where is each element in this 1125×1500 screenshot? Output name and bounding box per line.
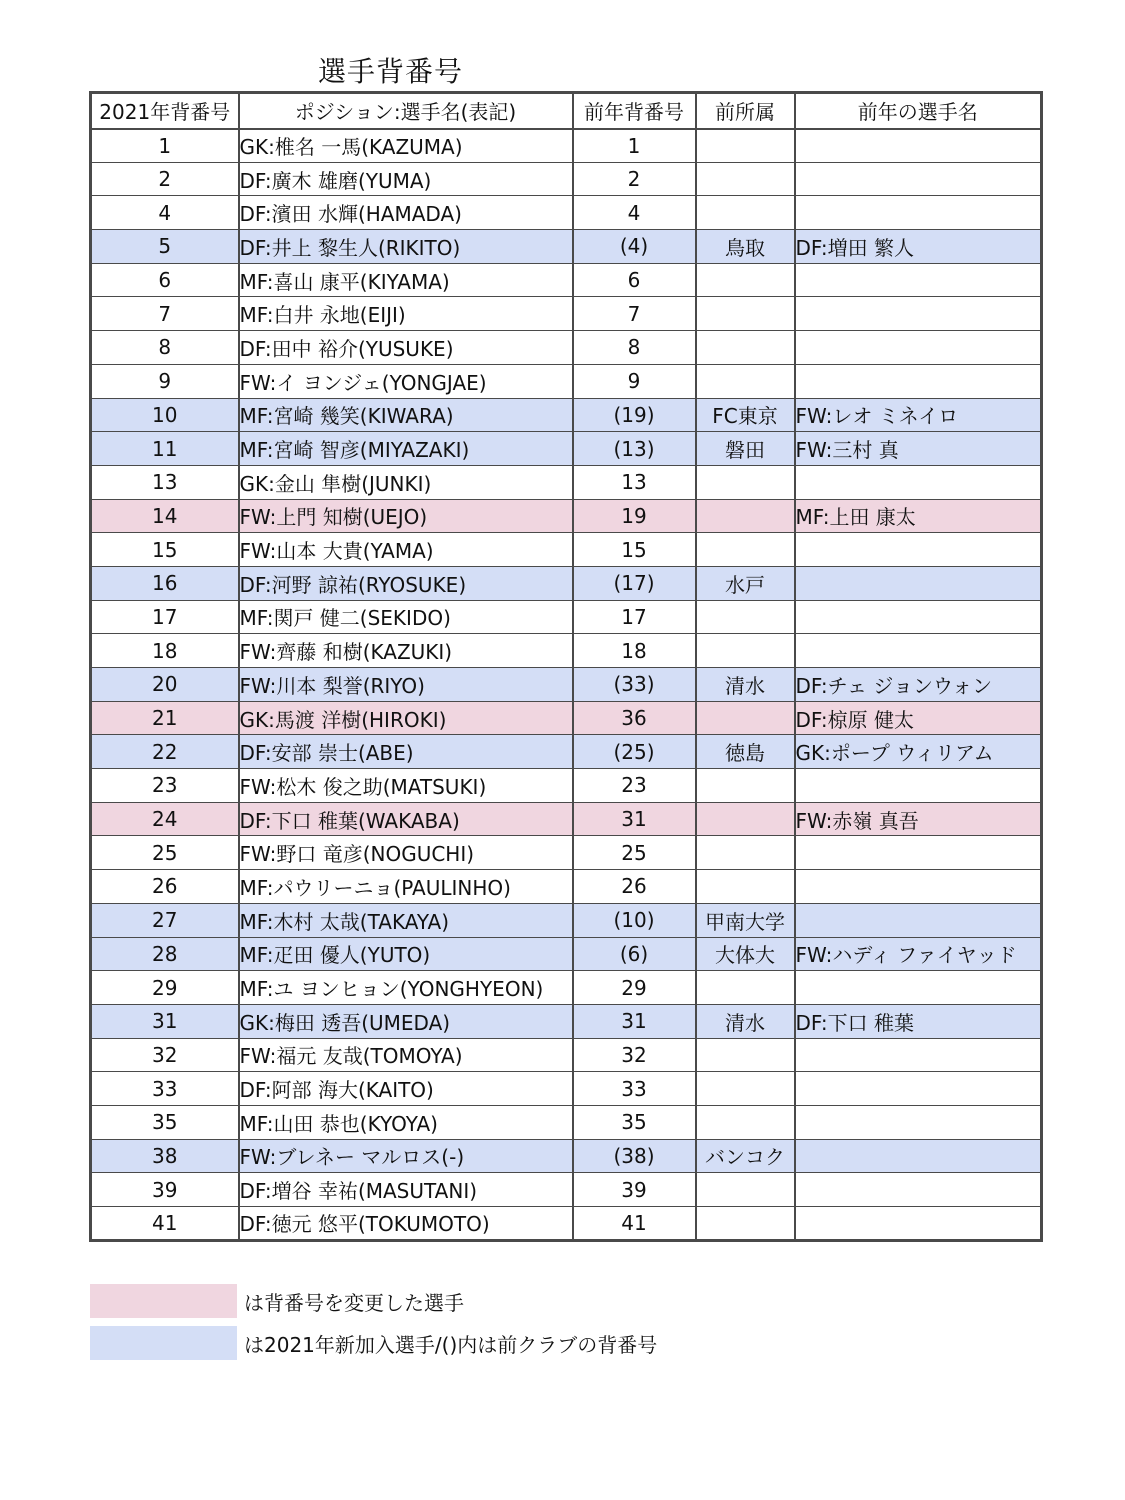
table-row [91,398,1042,432]
cell-player: FW:川本 梨誉(RIYO) [239,668,573,702]
cell-2021-number: 17 [91,600,239,634]
cell-prev-player [795,600,1042,634]
table-row [91,499,1042,533]
cell-prev-club [696,129,795,163]
table-row [91,971,1042,1005]
cell-2021-number: 33 [91,1072,239,1106]
table-row [91,263,1042,297]
cell-2021-number: 20 [91,668,239,702]
cell-prev-player: DF:下口 稚葉 [795,1004,1042,1038]
cell-prev-number: (25) [573,735,696,769]
column-header-2021-number: 2021年背番号 [91,93,239,129]
table-row [91,802,1042,836]
jersey-number-table [89,91,1043,1242]
cell-player: MF:白井 永地(EIJI) [239,297,573,331]
cell-prev-number: 19 [573,499,696,533]
cell-prev-player [795,971,1042,1005]
cell-prev-number: (6) [573,937,696,971]
cell-prev-club [696,971,795,1005]
cell-prev-number: 17 [573,600,696,634]
cell-2021-number: 14 [91,499,239,533]
cell-prev-number: 25 [573,836,696,870]
cell-player: MF:関戸 健二(SEKIDO) [239,600,573,634]
cell-2021-number: 6 [91,263,239,297]
cell-prev-club [696,1105,795,1139]
cell-player: DF:増谷 幸祐(MASUTANI) [239,1173,573,1207]
cell-prev-number: 13 [573,465,696,499]
cell-2021-number: 39 [91,1173,239,1207]
cell-prev-number: 8 [573,331,696,365]
table-row [91,903,1042,937]
table-row [91,331,1042,365]
cell-player: DF:濱田 水輝(HAMADA) [239,196,573,230]
cell-prev-player [795,1072,1042,1106]
cell-prev-number: 31 [573,802,696,836]
table-row [91,668,1042,702]
cell-2021-number: 41 [91,1207,239,1241]
cell-prev-club [696,1173,795,1207]
table-row [91,196,1042,230]
cell-2021-number: 16 [91,566,239,600]
cell-prev-player [795,1207,1042,1241]
cell-player: FW:福元 友哉(TOMOYA) [239,1038,573,1072]
table-row [91,465,1042,499]
cell-2021-number: 15 [91,533,239,567]
cell-prev-club: 甲南大学 [696,903,795,937]
cell-prev-number: 18 [573,634,696,668]
table-row [91,870,1042,904]
cell-prev-player [795,263,1042,297]
cell-prev-player [795,634,1042,668]
legend-new [90,1326,657,1360]
cell-prev-club [696,634,795,668]
table-header-row [91,93,1042,129]
cell-player: GK:椎名 一馬(KAZUMA) [239,129,573,163]
cell-prev-player [795,162,1042,196]
cell-prev-number: 41 [573,1207,696,1241]
cell-2021-number: 22 [91,735,239,769]
cell-2021-number: 27 [91,903,239,937]
cell-prev-club [696,465,795,499]
cell-prev-player [795,836,1042,870]
cell-2021-number: 25 [91,836,239,870]
cell-2021-number: 11 [91,432,239,466]
cell-player: DF:田中 裕介(YUSUKE) [239,331,573,365]
cell-player: FW:野口 竜彦(NOGUCHI) [239,836,573,870]
cell-prev-number: 15 [573,533,696,567]
cell-prev-club: バンコク [696,1139,795,1173]
cell-player: FW:イ ヨンジェ(YONGJAE) [239,364,573,398]
cell-prev-club [696,162,795,196]
cell-prev-player: DF:増田 繁人 [795,230,1042,264]
cell-prev-number: 33 [573,1072,696,1106]
cell-prev-club [696,600,795,634]
cell-player: MF:喜山 康平(KIYAMA) [239,263,573,297]
cell-prev-player: FW:三村 真 [795,432,1042,466]
cell-prev-number: (17) [573,566,696,600]
cell-prev-player: FW:ハディ ファイヤッド [795,937,1042,971]
table-row [91,1173,1042,1207]
table-row [91,230,1042,264]
table-row [91,533,1042,567]
cell-2021-number: 21 [91,701,239,735]
cell-player: FW:齊藤 和樹(KAZUKI) [239,634,573,668]
cell-2021-number: 32 [91,1038,239,1072]
table-row [91,701,1042,735]
cell-2021-number: 2 [91,162,239,196]
cell-prev-number: (38) [573,1139,696,1173]
cell-2021-number: 35 [91,1105,239,1139]
table-row [91,432,1042,466]
cell-prev-number: 32 [573,1038,696,1072]
cell-prev-player [795,769,1042,803]
cell-prev-number: 26 [573,870,696,904]
cell-prev-number: 31 [573,1004,696,1038]
cell-player: FW:上門 知樹(UEJO) [239,499,573,533]
cell-prev-player [795,870,1042,904]
table-row [91,162,1042,196]
cell-player: FW:松木 俊之助(MATSUKI) [239,769,573,803]
cell-prev-club: FC東京 [696,398,795,432]
cell-prev-number: 29 [573,971,696,1005]
cell-prev-number: 7 [573,297,696,331]
cell-player: DF:阿部 海大(KAITO) [239,1072,573,1106]
cell-2021-number: 13 [91,465,239,499]
cell-prev-club [696,870,795,904]
cell-player: MF:山田 恭也(KYOYA) [239,1105,573,1139]
cell-player: DF:徳元 悠平(TOKUMOTO) [239,1207,573,1241]
cell-player: DF:安部 崇士(ABE) [239,735,573,769]
cell-prev-player [795,196,1042,230]
cell-prev-player [795,297,1042,331]
cell-player: DF:井上 黎生人(RIKITO) [239,230,573,264]
cell-prev-club [696,533,795,567]
cell-prev-club [696,196,795,230]
cell-prev-club: 清水 [696,668,795,702]
table-row [91,1004,1042,1038]
cell-prev-player [795,1173,1042,1207]
table-row [91,769,1042,803]
cell-2021-number: 5 [91,230,239,264]
cell-prev-number: 2 [573,162,696,196]
cell-2021-number: 1 [91,129,239,163]
cell-prev-number: 35 [573,1105,696,1139]
cell-prev-club: 大体大 [696,937,795,971]
cell-prev-club: 磐田 [696,432,795,466]
cell-player: GK:金山 隼樹(JUNKI) [239,465,573,499]
cell-player: DF:河野 諒祐(RYOSUKE) [239,566,573,600]
column-header-prev-number: 前年背番号 [573,93,696,129]
cell-2021-number: 23 [91,769,239,803]
column-header-prev-player: 前年の選手名 [795,93,1042,129]
cell-prev-club [696,701,795,735]
cell-prev-club [696,297,795,331]
cell-2021-number: 8 [91,331,239,365]
table-row [91,297,1042,331]
cell-prev-club [696,263,795,297]
cell-2021-number: 29 [91,971,239,1005]
table-row [91,364,1042,398]
cell-player: MF:疋田 優人(YUTO) [239,937,573,971]
cell-prev-player [795,129,1042,163]
table-row [91,1072,1042,1106]
cell-player: MF:ユ ヨンヒョン(YONGHYEON) [239,971,573,1005]
cell-2021-number: 4 [91,196,239,230]
table-row [91,735,1042,769]
cell-player: GK:梅田 透吾(UMEDA) [239,1004,573,1038]
legend-swatch-changed [90,1284,237,1318]
cell-player: DF:下口 稚葉(WAKABA) [239,802,573,836]
table-row [91,1038,1042,1072]
cell-prev-club [696,769,795,803]
cell-prev-club [696,836,795,870]
cell-player: MF:宮崎 智彦(MIYAZAKI) [239,432,573,466]
cell-prev-number: 1 [573,129,696,163]
cell-prev-player [795,533,1042,567]
cell-player: DF:廣木 雄磨(YUMA) [239,162,573,196]
cell-prev-number: (19) [573,398,696,432]
cell-2021-number: 24 [91,802,239,836]
column-header-prev-club: 前所属 [696,93,795,129]
cell-2021-number: 10 [91,398,239,432]
cell-2021-number: 38 [91,1139,239,1173]
cell-prev-player [795,465,1042,499]
table-row [91,836,1042,870]
cell-prev-number: (10) [573,903,696,937]
cell-2021-number: 28 [91,937,239,971]
cell-prev-player [795,1038,1042,1072]
cell-player: FW:ブレネー マルロス(-) [239,1139,573,1173]
cell-prev-player: FW:レオ ミネイロ [795,398,1042,432]
cell-prev-player: MF:上田 康太 [795,499,1042,533]
table-row [91,600,1042,634]
cell-prev-number: (33) [573,668,696,702]
cell-prev-player: FW:赤嶺 真吾 [795,802,1042,836]
cell-prev-player: DF:チェ ジョンウォン [795,668,1042,702]
cell-prev-club: 清水 [696,1004,795,1038]
cell-prev-player [795,1105,1042,1139]
cell-player: MF:パウリーニョ(PAULINHO) [239,870,573,904]
cell-prev-number: 6 [573,263,696,297]
legend-text-new: は2021年新加入選手/()内は前クラブの背番号 [244,1332,658,1357]
cell-prev-number: 36 [573,701,696,735]
cell-prev-club [696,1038,795,1072]
cell-player: MF:木村 太哉(TAKAYA) [239,903,573,937]
cell-prev-club [696,364,795,398]
cell-prev-club [696,1072,795,1106]
cell-prev-player [795,1139,1042,1173]
cell-prev-number: 39 [573,1173,696,1207]
cell-player: GK:馬渡 洋樹(HIROKI) [239,701,573,735]
cell-prev-number: 4 [573,196,696,230]
cell-prev-number: (13) [573,432,696,466]
document-title: 選手背番号 [318,55,464,88]
column-header-player: ポジション:選手名(表記) [239,93,573,129]
cell-prev-player [795,331,1042,365]
table-row [91,937,1042,971]
table-row [91,1207,1042,1241]
cell-2021-number: 26 [91,870,239,904]
cell-player: FW:山本 大貴(YAMA) [239,533,573,567]
legend-swatch-new [90,1326,237,1360]
cell-prev-club [696,499,795,533]
table-body [91,129,1042,1241]
table-row [91,1139,1042,1173]
cell-prev-player [795,364,1042,398]
cell-prev-club [696,802,795,836]
cell-player: MF:宮崎 幾笑(KIWARA) [239,398,573,432]
legend-changed [90,1284,464,1318]
cell-prev-club [696,331,795,365]
cell-2021-number: 18 [91,634,239,668]
cell-prev-number: 9 [573,364,696,398]
table-row [91,566,1042,600]
cell-2021-number: 7 [91,297,239,331]
legend-text-changed: は背番号を変更した選手 [244,1290,464,1315]
cell-prev-number: 23 [573,769,696,803]
cell-2021-number: 31 [91,1004,239,1038]
cell-prev-player: DF:椋原 健太 [795,701,1042,735]
cell-prev-player [795,566,1042,600]
cell-prev-club: 鳥取 [696,230,795,264]
table-row [91,634,1042,668]
cell-prev-player: GK:ポープ ウィリアム [795,735,1042,769]
cell-prev-club: 水戸 [696,566,795,600]
cell-prev-player [795,903,1042,937]
table-row [91,129,1042,163]
cell-prev-number: (4) [573,230,696,264]
cell-2021-number: 9 [91,364,239,398]
cell-prev-club [696,1207,795,1241]
table-row [91,1105,1042,1139]
cell-prev-club: 徳島 [696,735,795,769]
